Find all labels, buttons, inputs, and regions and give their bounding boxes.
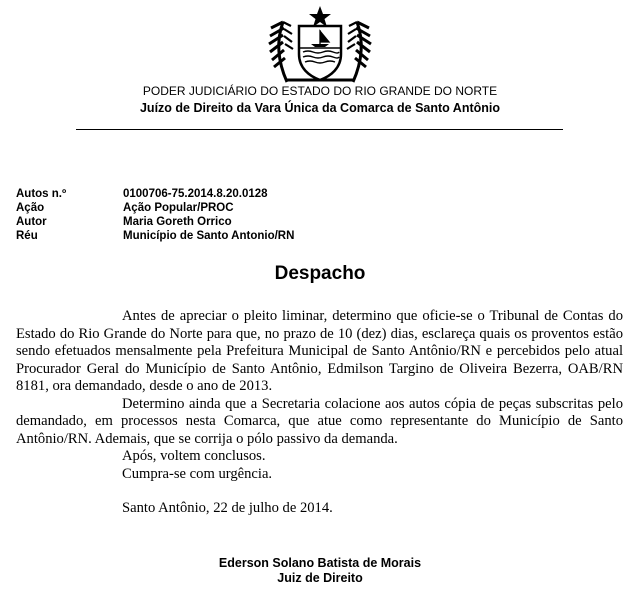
defendant-label: Réu [16, 230, 38, 242]
case-info-row [16, 229, 294, 243]
judgeship-name: Juízo de Direito da Vara Única da Comarca de Santo Antônio [139, 101, 501, 115]
plaintiff-label: Autor [16, 216, 47, 228]
signer-role: Juiz de Direito [277, 571, 363, 585]
body-paragraph: Determino ainda que a Secretaria colacione aos autos cópia de peças subscritas pelo demandado, em processos nesta Comarca, que atue como representante do Município de Santo Antônio/RN. Ademais, que se corrija o pólo passivo da demanda. [16, 395, 623, 447]
action-label: Ação [16, 202, 45, 214]
body-paragraph: Cumpra-se com urgência. [122, 465, 273, 482]
court-name: PODER JUDICIÁRIO DO ESTADO DO RIO GRANDE DO NORTE [142, 84, 498, 98]
case-info-block [16, 187, 294, 243]
case-number-label: Autos n.º [16, 188, 67, 200]
body-paragraph: Antes de apreciar o pleito liminar, determino que oficie-se o Tribunal de Contas do Estado do Rio Grande do Norte para que, no prazo de 10 (dez) dias, esclareça quais os proventos estão sendo efetuados mensalmente pela Prefeitura Municipal de Santo Antônio/RN e percebidos pelo atual Procurador Geral do Município de Santo Antônio, Edmilson Targino de Oliveira Bezerra, OAB/RN 8181, ora demandado, desde o ano de 2013. [16, 308, 623, 394]
case-number-value: 0100706-75.2014.8.20.0128 [123, 188, 268, 200]
header-divider [76, 129, 563, 130]
action-value: Ação Popular/PROC [123, 202, 234, 214]
place-and-date: Santo Antônio, 22 de julho de 2014. [122, 500, 333, 516]
defendant-value: Município de Santo Antonio/RN [123, 230, 295, 242]
document-body [16, 308, 623, 518]
signature-block [0, 556, 640, 586]
case-info-row [16, 201, 294, 215]
signer-name: Ederson Solano Batista de Morais [218, 556, 422, 570]
body-paragraph: Após, voltem conclusos. [122, 448, 266, 464]
case-info-row [16, 215, 294, 229]
state-coat-of-arms-emblem [257, 4, 383, 86]
document-title: Despacho [274, 263, 366, 284]
plaintiff-value: Maria Goreth Orrico [123, 216, 232, 228]
case-info-row [16, 187, 294, 201]
